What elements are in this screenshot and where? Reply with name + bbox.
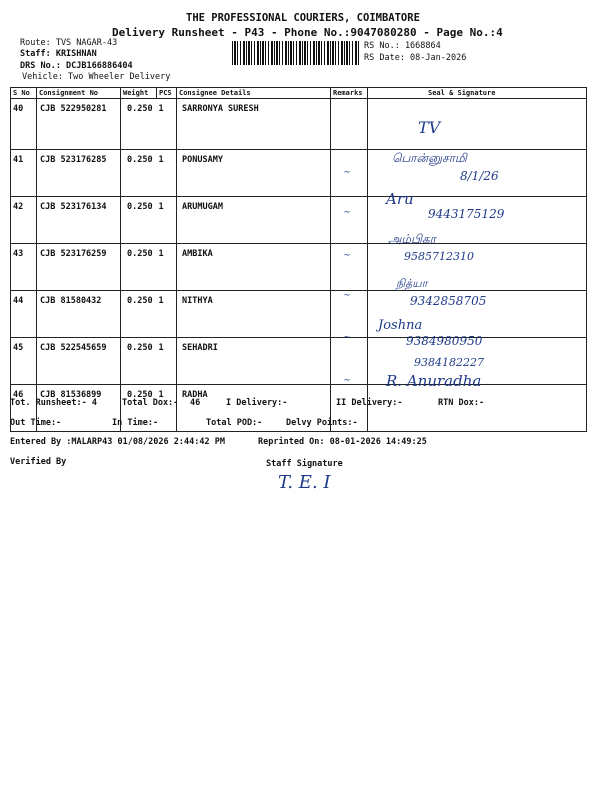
row-consignment: CJB 81536899 xyxy=(37,385,121,432)
table-row xyxy=(11,291,587,338)
row-sno: 40 xyxy=(11,99,37,150)
staff-signature-label: Staff Signature xyxy=(266,459,343,469)
out-time: Out Time:- xyxy=(10,418,62,428)
row-weight: 0.250 xyxy=(121,385,157,432)
row-consignment: CJB 81580432 xyxy=(37,291,121,338)
vehicle: Vehicle: Two Wheeler Delivery xyxy=(22,72,171,82)
row-consignment: CJB 522545659 xyxy=(37,338,121,385)
total-pod: Total POD:- xyxy=(206,418,263,428)
col-header-weight: Weight xyxy=(121,88,157,99)
route: Route: TVS NAGAR-43 xyxy=(20,38,118,48)
row-pcs: 1 xyxy=(157,99,177,150)
total-dox-label: Total Dox:- xyxy=(122,398,179,408)
remark-tick: ~ xyxy=(344,332,351,343)
staff: Staff: KRISHNAN xyxy=(20,49,97,59)
signature-handwriting: R. Anuradha xyxy=(386,372,482,390)
signature-handwriting: நித்யா xyxy=(396,277,428,290)
barcode xyxy=(232,41,360,65)
entered-by: Entered By :MALARP43 01/08/2026 2:44:42 PM xyxy=(10,437,225,447)
verified-by: Verified By xyxy=(10,457,67,467)
signature-phone: 9585712310 xyxy=(404,250,474,263)
signature-handwriting: பொன்னுசாமி xyxy=(392,151,467,165)
signature-phone: 9443175129 xyxy=(428,207,505,221)
row-signature xyxy=(368,385,587,432)
table-row xyxy=(11,99,587,150)
signature-handwriting: Aru xyxy=(386,190,414,208)
row-weight: 0.250 xyxy=(121,197,157,244)
total-dox-value: 46 xyxy=(190,398,201,408)
rtn-dox: RTN Dox:- xyxy=(438,398,485,408)
row-consignee: RADHA xyxy=(177,385,331,432)
row-sno: 46 xyxy=(11,385,37,432)
remark-tick: ~ xyxy=(344,375,351,386)
company-name: THE PROFESSIONAL COURIERS, COIMBATORE xyxy=(186,12,420,24)
signature-handwriting: TV xyxy=(418,118,441,137)
row-pcs: 1 xyxy=(157,197,177,244)
tot-runsheet: Tot. Runsheet:- 4 xyxy=(10,398,97,408)
col-header-remarks: Remarks xyxy=(331,88,368,99)
row-consignment: CJB 523176285 xyxy=(37,150,121,197)
row-weight: 0.250 xyxy=(121,150,157,197)
table-header-row xyxy=(11,88,587,99)
row-sno: 42 xyxy=(11,197,37,244)
row-consignee: AMBIKA xyxy=(177,244,331,291)
signature-phone: 9384182227 xyxy=(414,356,484,369)
row-consignee: SEHADRI xyxy=(177,338,331,385)
row-sno: 44 xyxy=(11,291,37,338)
remark-tick: ~ xyxy=(344,207,351,218)
remark-tick: ~ xyxy=(344,290,351,301)
reprinted-on: Reprinted On: 08-01-2026 14:49:25 xyxy=(258,437,427,447)
row-remarks xyxy=(331,197,368,244)
rs-date: RS Date: 08-Jan-2026 xyxy=(364,53,467,63)
row-weight: 0.250 xyxy=(121,291,157,338)
ii-delivery: II Delivery:- xyxy=(336,398,403,408)
runsheet-title: Delivery Runsheet - P43 - Phone No.:9047080280 - Page No.:4 xyxy=(112,26,503,39)
i-delivery: I Delivery:- xyxy=(226,398,288,408)
row-pcs: 1 xyxy=(157,244,177,291)
row-consignee: NITHYA xyxy=(177,291,331,338)
row-sno: 45 xyxy=(11,338,37,385)
row-consignee: PONUSAMY xyxy=(177,150,331,197)
col-header-signature: Seal & Signature xyxy=(368,88,587,99)
signature-handwriting: Joshna xyxy=(378,318,423,333)
row-consignment: CJB 523176259 xyxy=(37,244,121,291)
col-header-sno: S No xyxy=(11,88,37,99)
col-header-consignment: Consignment No xyxy=(37,88,121,99)
row-weight: 0.250 xyxy=(121,338,157,385)
remark-tick: ~ xyxy=(344,250,351,261)
col-header-pcs: PCS xyxy=(157,88,177,99)
col-header-consignee: Consignee Details xyxy=(177,88,331,99)
rs-number: RS No.: 1668864 xyxy=(364,41,441,51)
signature-phone: 9384980950 xyxy=(406,334,483,348)
signature-handwriting: அம்பிகா xyxy=(388,232,436,246)
table-row xyxy=(11,244,587,291)
row-consignment: CJB 522950281 xyxy=(37,99,121,150)
row-signature xyxy=(368,99,587,150)
row-pcs: 1 xyxy=(157,291,177,338)
signature-phone: 9342858705 xyxy=(410,294,487,308)
row-pcs: 1 xyxy=(157,385,177,432)
row-weight: 0.250 xyxy=(121,99,157,150)
signature-date: 8/1/26 xyxy=(460,169,499,183)
remark-tick: ~ xyxy=(344,167,351,178)
table-row xyxy=(11,150,587,197)
row-consignee: ARUMUGAM xyxy=(177,197,331,244)
row-pcs: 1 xyxy=(157,338,177,385)
row-remarks xyxy=(331,99,368,150)
row-sno: 41 xyxy=(11,150,37,197)
delvy-points: Delvy Points:- xyxy=(286,418,358,428)
in-time: In Time:- xyxy=(112,418,159,428)
table-row xyxy=(11,338,587,385)
row-consignment: CJB 523176134 xyxy=(37,197,121,244)
row-sno: 43 xyxy=(11,244,37,291)
runsheet-table xyxy=(10,87,587,432)
row-pcs: 1 xyxy=(157,150,177,197)
staff-signature: T. E. I xyxy=(278,472,331,493)
row-consignee: SARRONYA SURESH xyxy=(177,99,331,150)
drs-number: DRS No.: DCJB166886404 xyxy=(20,61,133,71)
row-weight: 0.250 xyxy=(121,244,157,291)
